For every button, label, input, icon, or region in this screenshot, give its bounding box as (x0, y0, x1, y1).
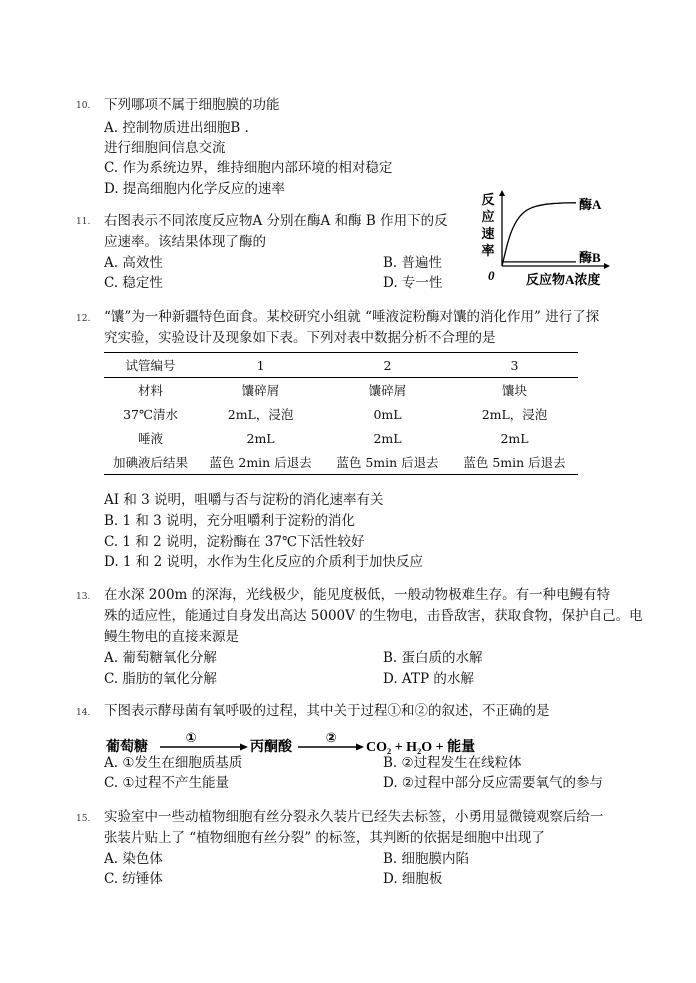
option-d: D. 专一性 (383, 275, 443, 291)
experiment-table (104, 352, 578, 475)
table-cell: 2mL，浸泡 (227, 407, 294, 422)
table-header-row (104, 353, 578, 378)
flow-end-label: CO₂ + H₂O + 能量 (366, 740, 476, 755)
option-b: B. 普遍性 (383, 255, 443, 271)
table-row (104, 378, 578, 403)
question-number: 15. (76, 814, 91, 824)
series-line-enzyme-a (502, 203, 576, 266)
table-cell: 2mL (373, 430, 402, 446)
question-stem: 下列哪项不属于细胞膜的功能 (104, 97, 280, 113)
table-cell: 馕碎屑 (368, 383, 407, 398)
option-c: C. 1 和 2 说明，淀粉酶在 37℃下活性较好 (104, 534, 365, 550)
flow-mid-label: 丙酮酸 (250, 740, 292, 755)
y-axis-arrow-icon (499, 190, 505, 196)
flow-step-1-label: ① (185, 731, 197, 746)
table-cell: 加碘液后结果 (104, 450, 197, 475)
table-cell: 馕碎屑 (241, 383, 280, 398)
question-stem-line-2: 究实验，实验设计及现象如下表。下列对表中数据分析不合理的是 (104, 330, 496, 346)
x-axis-arrow-icon (604, 263, 610, 269)
table-cell: 材料 (138, 383, 164, 398)
table-cell: 0mL (373, 406, 402, 422)
option-d: D. ②过程中部分反应需要氧气的参与 (383, 775, 604, 791)
ylabel-char-4: 率 (481, 243, 495, 258)
table-header: 试管编号 (104, 353, 197, 378)
question-number: 11. (76, 217, 91, 227)
table-cell: 蓝色 5min 后退去 (324, 450, 451, 475)
option-c: C. ①过程不产生能量 (104, 775, 230, 791)
question-stem-line-2: 殊的适应性，能通过自身发出高达 5000V 的生物电，击昏敌害，获取食物，保护自己。电 (104, 608, 643, 624)
option-a: A. 葡萄糖氧化分解 (104, 650, 217, 666)
question-number: 10. (76, 101, 91, 111)
arrow-right-icon (356, 744, 364, 751)
ylabel-char-2: 应 (481, 209, 495, 224)
table-header: 3 (451, 353, 578, 378)
ylabel-char-3: 速 (481, 226, 495, 241)
option-c: C. 脂肪的氧化分解 (104, 671, 217, 687)
question-number: 14. (76, 708, 91, 718)
origin-label: 0 (488, 268, 495, 283)
flow-step-2-label: ② (325, 731, 337, 746)
table-row (104, 450, 578, 475)
xlabel: 反应物A浓度 (526, 272, 601, 287)
question-stem-line-2: 应速率。该结果体现了酶的 (104, 234, 266, 250)
table-row (104, 402, 578, 426)
option-c: C. 纺锤体 (104, 871, 163, 887)
option-c: C. 稳定性 (104, 275, 163, 291)
question-stem: 下图表示酵母菌有氧呼吸的过程，其中关于过程①和②的叙述，不正确的是 (104, 703, 550, 719)
option-b: B. 1 和 3 说明，充分咀嚼利于淀粉的消化 (104, 513, 356, 529)
table-cell: 蓝色 2min 后退去 (197, 450, 324, 475)
option-d: D. 细胞板 (383, 871, 443, 887)
enzyme-rate-chart (476, 190, 616, 290)
table-header: 1 (197, 353, 324, 378)
question-number: 12. (76, 314, 91, 324)
table-cell: 唾液 (138, 431, 164, 446)
table-row (104, 426, 578, 450)
table-cell: 馕块 (502, 383, 528, 398)
series-label-enzyme-b: 酶B (579, 250, 601, 265)
option-c: C. 作为系统边界，维持细胞内部环境的相对稳定 (104, 160, 393, 176)
option-b: B. 蛋白质的水解 (383, 650, 483, 666)
option-a: A. 高效性 (104, 255, 163, 271)
question-stem-line-2: 张装片贴上了 “植物细胞有丝分裂” 的标签，其判断的依据是细胞中出现了 (104, 830, 545, 846)
table-cell: 2mL (500, 430, 529, 446)
option-a: A. ①发生在细胞质基质 (104, 755, 243, 771)
option-b: 进行细胞间信息交流 (104, 140, 226, 156)
option-b: B. 细胞膜内陷 (383, 851, 470, 867)
question-stem-line-3: 鳗生物电的直接来源是 (104, 629, 239, 645)
option-a: A. 控制物质进出细胞B . (104, 120, 249, 136)
table-cell: 2mL (246, 430, 275, 446)
chart-svg (476, 190, 616, 290)
option-d: D. 提高细胞内化学反应的速率 (104, 181, 285, 197)
ylabel-char-1: 反 (481, 192, 495, 207)
option-b: B. ②过程发生在线粒体 (383, 755, 522, 771)
question-stem-line-1: “馕”为一种新疆特色面食。某校研究小组就 “唾液淀粉酶对馕的消化作用” 进行了探 (104, 309, 600, 325)
option-d: D. 1 和 2 说明，水作为生化反应的介质利于加快反应 (104, 554, 423, 570)
series-label-enzyme-a: 酶A (579, 197, 602, 212)
option-a: AI 和 3 说明，咀嚼与否与淀粉的消化速率有关 (104, 492, 384, 508)
table-header: 2 (324, 353, 451, 378)
question-stem-line-1: 在水深 200m 的深海，光线极少，能见度极低，一般动物极难生存。有一种电鳗有特 (104, 587, 611, 603)
arrow-right-icon (240, 744, 248, 751)
table-cell: 2mL，浸泡 (481, 407, 548, 422)
option-d: D. ATP 的水解 (383, 671, 474, 687)
table-cell: 蓝色 5min 后退去 (451, 450, 578, 475)
option-a: A. 染色体 (104, 851, 163, 867)
question-stem-line-1: 右图表示不同浓度反应物A 分别在酶A 和酶 B 作用下的反 (104, 213, 448, 229)
table-cell: 37℃清水 (123, 407, 178, 422)
question-number: 13. (76, 592, 91, 602)
flow-start-label: 葡萄糖 (106, 740, 148, 755)
question-stem-line-1: 实验室中一些动植物细胞有丝分裂永久装片已经失去标签，小勇用显微镜观察后给一 (104, 809, 604, 825)
